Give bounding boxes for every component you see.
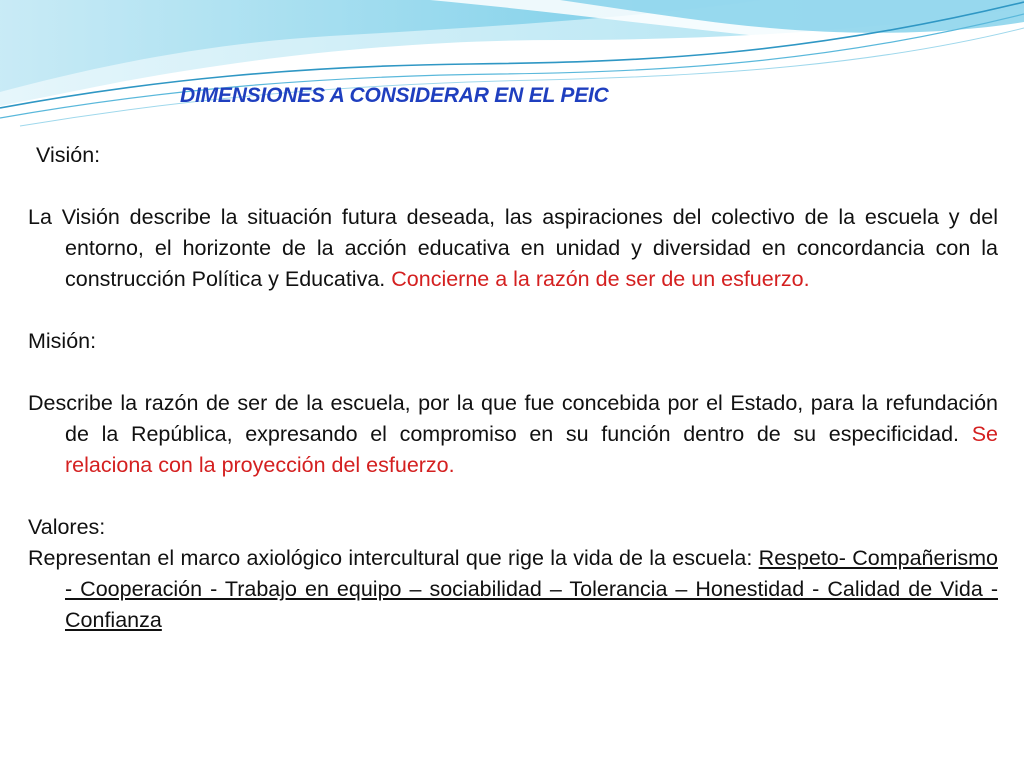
valores-heading: Valores: [28,515,106,539]
spacer [28,357,998,388]
slide-content [28,140,998,636]
mision-highlight: Se relaciona con la proyección del esfuerzo. [65,422,998,477]
vision-body: La Visión describe la situación futura deseada, las aspiraciones del colectivo de la escuela y del entorno, el horizonte de la acción educativa en unidad y diversidad en concordancia con la construcción Política y Educativa. [28,205,998,291]
spacer [28,295,998,326]
mision-paragraph [28,388,998,481]
wave-decoration [0,0,1024,140]
valores-list: Respeto- Compañerismo - Cooperación - Trabajo en equipo – sociabilidad – Tolerancia – Honestidad - Calidad de Vida - Confianza [65,546,998,632]
vision-heading: Visión: [36,143,101,167]
mision-heading: Misión: [28,329,97,353]
valores-paragraph [28,543,998,636]
vision-highlight: Concierne a la razón de ser de un esfuerzo. [391,267,810,291]
spacer [28,171,998,202]
valores-body: Representan el marco axiológico intercultural que rige la vida de la escuela: [28,546,759,570]
spacer [28,481,998,512]
mision-body: Describe la razón de ser de la escuela, por la que fue concebida por el Estado, para la refundación de la República, expresando el compromiso en su función dentro de su especificidad. [28,391,998,446]
slide-title: DIMENSIONES A CONSIDERAR EN EL PEIC [180,84,609,107]
vision-paragraph [28,202,998,295]
